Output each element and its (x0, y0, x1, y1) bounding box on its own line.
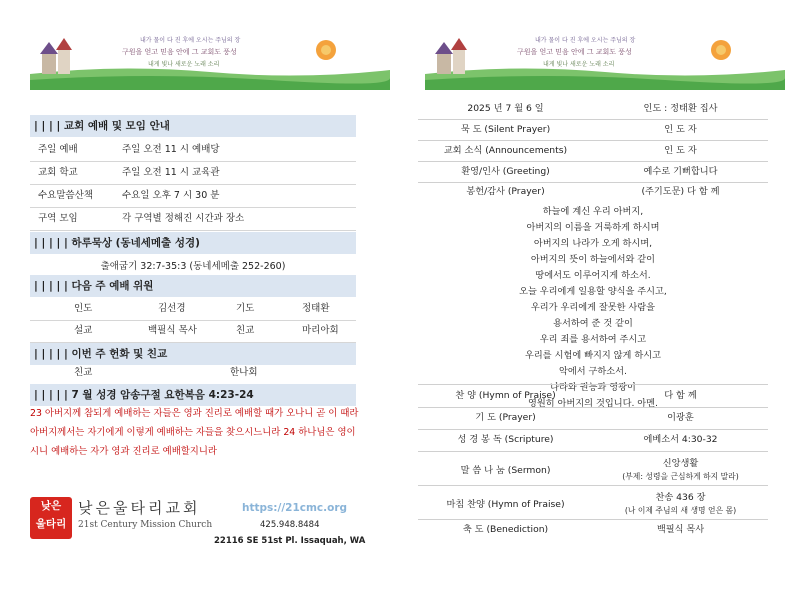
order-row (418, 141, 768, 162)
memory-verse: 23 아버지께 참되게 예배하는 자들은 영과 진리로 예배할 때가 오나니 곧 이 때라 아버지께서는 자기에게 이렇게 예배하는 자들을 찾으시느니라 24 하나님은 영이시니 예배하는 자가 영과 진리로 예배할지니라 (30, 408, 359, 457)
service-date: 2025 년 7 월 6 일 (467, 103, 544, 114)
order-item: 찬 양 (Hymn of Praise) (455, 390, 556, 401)
role-person: 정태환 (302, 303, 330, 314)
role-person: 백필식 목사 (148, 325, 197, 336)
banner-text-3: 내게 빛나 새로운 노래 소리 (148, 61, 220, 68)
sermon-label: 말 씀 나 눔 (Sermon) (460, 465, 551, 476)
role-label: 인도 (74, 303, 93, 314)
closing-hymn-title: (나 이제 주님의 새 생명 얻은 몸) (624, 506, 737, 515)
church-address: 22116 SE 51st Pl. Issaquah, WA (214, 536, 366, 546)
order-item: 묵 도 (Silent Prayer) (460, 124, 551, 135)
order-item: 봉헌/감사 (Prayer) (466, 186, 545, 197)
role-label: 친교 (236, 325, 255, 336)
prayer-line: 악에서 구하소서. (559, 366, 627, 377)
order-item: 성 경 봉 독 (Scripture) (457, 434, 554, 445)
logo-line-2: 울타리 (35, 518, 67, 530)
role-person: 김선경 (158, 303, 186, 314)
order-value: 인 도 자 (664, 124, 697, 135)
section-next-roles: | | | | | 다음 주 예배 위원 (30, 275, 356, 297)
roles-row (30, 298, 356, 321)
role-person: 마리아회 (302, 325, 339, 336)
schedule-name: 수요말씀산책 (38, 190, 94, 201)
banner-text-2: 구원을 얻고 믿음 안에 그 교회도 풍성 (517, 48, 632, 56)
church-url[interactable]: https://21cmc.org (242, 502, 348, 514)
section-offering: | | | | | 이번 주 헌화 및 친교 (30, 343, 356, 365)
benediction-value: 백필식 목사 (656, 524, 705, 535)
banner-text-1: 내가 물이 다 진 후에 오시는 주님의 장 (535, 37, 636, 44)
schedule-row (30, 208, 356, 231)
order-row (418, 182, 768, 202)
order-row (418, 429, 768, 452)
prayer-line: 영원히 아버지의 것입니다. 아멘. (528, 398, 658, 409)
prayer-line: 우리 죄를 용서하여 주시고 (539, 334, 647, 345)
section-meditation: | | | | | 하루묵상 (동네세메출 성경) (30, 232, 356, 254)
order-value: 인 도 자 (664, 145, 697, 156)
prayer-line: 아버지의 뜻이 하늘에서와 같이 (530, 254, 656, 265)
fellowship-value: 한나회 (230, 367, 258, 378)
benediction-label: 축 도 (Benediction) (462, 524, 549, 535)
closing-hymn-number: 찬송 436 장 (655, 492, 706, 503)
fellowship-row (30, 362, 356, 385)
order-item: 교회 소식 (Announcements) (443, 145, 568, 156)
order-value: 이광훈 (667, 412, 694, 423)
schedule-row (30, 139, 356, 162)
order-value: (주기도문) 다 함 께 (641, 186, 720, 197)
schedule-detail: 각 구역별 정해진 시간과 장소 (122, 213, 245, 224)
closing-hymn-label: 마침 찬양 (Hymn of Praise) (446, 499, 565, 510)
order-row (418, 385, 768, 408)
header-row (418, 99, 768, 120)
church-banner-right (425, 30, 785, 90)
schedule-detail: 주일 오전 11 시 교육관 (122, 167, 220, 178)
prayer-line: 땅에서도 이루어지게 하소서. (535, 270, 651, 281)
roles-row (30, 320, 356, 343)
order-value: 예수로 기뻐합니다 (643, 166, 718, 177)
prayer-line: 우리를 시험에 빠지지 않게 하시고 (525, 350, 661, 361)
fellowship-label: 친교 (74, 367, 93, 378)
church-banner-left (30, 30, 390, 90)
role-label: 설교 (74, 325, 93, 336)
church-name: 낮은울타리교회 (78, 499, 201, 517)
order-item: 기 도 (Prayer) (475, 412, 536, 423)
schedule-detail: 수요일 오후 7 시 30 분 (122, 190, 220, 201)
sermon-row (418, 451, 768, 486)
prayer-line: 아버지의 이름을 거룩하게 하시며 (526, 222, 660, 233)
order-row (418, 120, 768, 141)
meditation-text: 출애굽기 32:7-35:3 (동네세메출 252-260) (30, 256, 356, 279)
logo-line-1: 낮은 (40, 500, 62, 512)
sermon-title: 신앙생활 (662, 458, 699, 469)
order-row (418, 519, 768, 541)
lords-prayer (418, 204, 768, 412)
church-name-en: 21st Century Mission Church (78, 520, 213, 530)
order-row (418, 162, 768, 183)
schedule-row (30, 185, 356, 208)
prayer-line: 오늘 우리에게 일용할 양식을 주시고, (519, 286, 667, 297)
prayer-line: 나라와 권능과 영광이 (550, 382, 636, 393)
prayer-line: 우리가 우리에게 잘못한 사람을 (530, 302, 656, 313)
schedule-name: 구역 모임 (38, 213, 78, 224)
schedule-detail: 주일 오전 11 시 예배당 (122, 144, 220, 155)
service-leader: 인도 : 정태환 집사 (643, 103, 718, 114)
section-worship-guide: | | | | 교회 예배 및 모임 안내 (30, 115, 356, 137)
church-logo (30, 497, 72, 539)
order-value: 에베소서 4:30-32 (643, 434, 718, 445)
order-value: 다 함 께 (664, 390, 697, 401)
prayer-line: 용서하여 준 것 같이 (553, 318, 633, 329)
schedule-name: 교회 학교 (38, 167, 78, 178)
schedule-row (30, 162, 356, 185)
order-row (418, 407, 768, 430)
sermon-subtitle: (부제: 성령을 근심하게 하지 말라) (622, 472, 739, 481)
section-memorize: | | | | | 7 월 성경 암송구절 요한복음 4:23-24 (30, 384, 356, 406)
prayer-line: 아버지의 나라가 오게 하시며, (533, 238, 653, 249)
role-label: 기도 (236, 303, 255, 314)
schedule-name: 주일 예배 (38, 144, 78, 155)
banner-text-3: 내게 빛나 새로운 노래 소리 (543, 61, 615, 68)
banner-text-1: 내가 물이 다 진 후에 오시는 주님의 장 (140, 37, 241, 44)
prayer-line: 하늘에 계신 우리 아버지, (542, 206, 644, 217)
closing-hymn-row (418, 485, 768, 520)
banner-text-2: 구원을 얻고 믿음 안에 그 교회도 풍성 (122, 48, 237, 56)
church-phone: 425.948.8484 (260, 520, 320, 530)
order-item: 환영/인사 (Greeting) (461, 166, 550, 177)
